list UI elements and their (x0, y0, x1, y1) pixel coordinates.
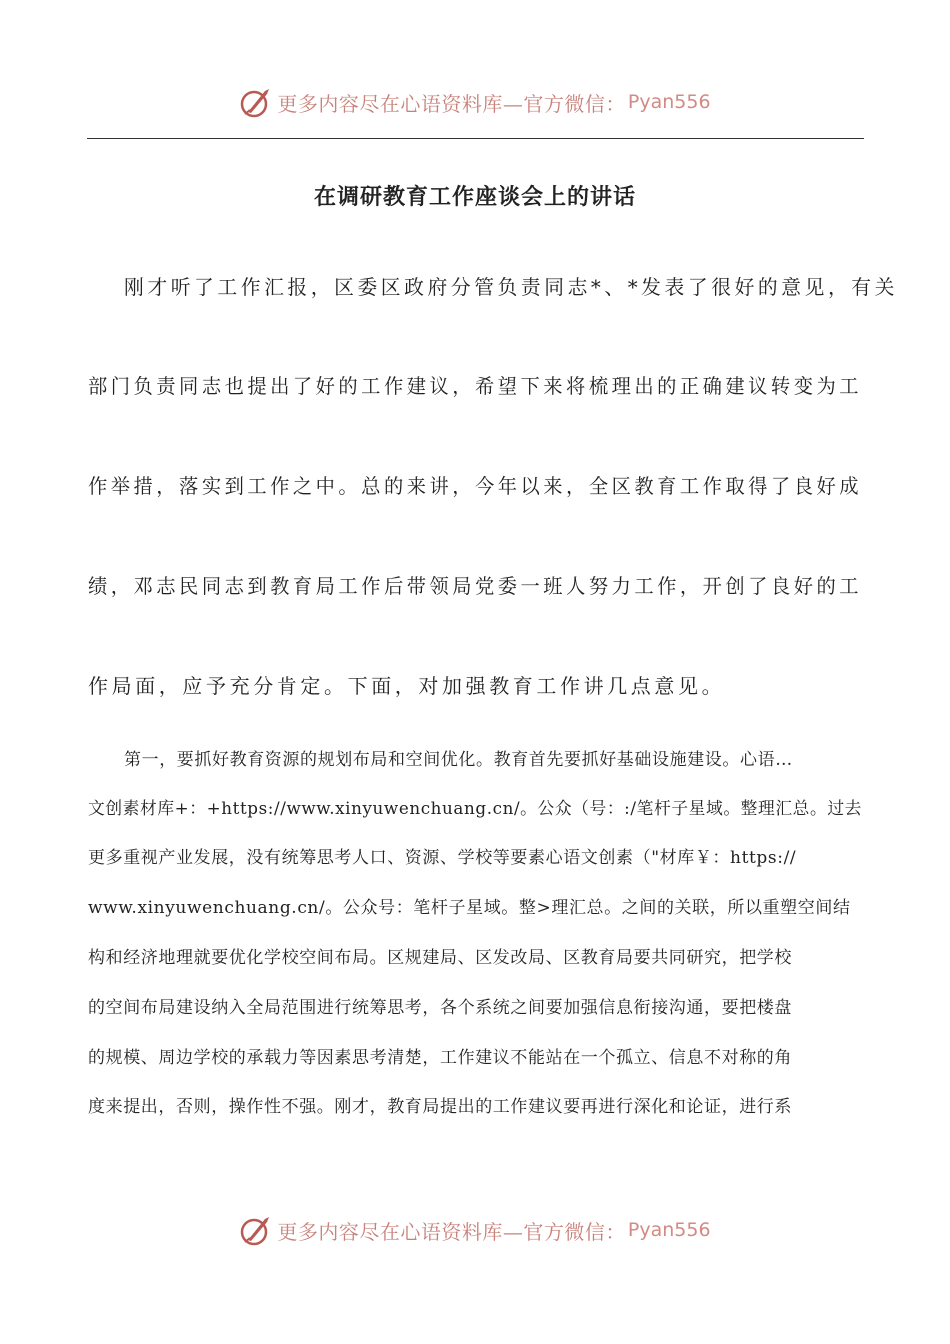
banner-wechat-id: Pyan556 (627, 91, 711, 113)
paragraph-1-line: 刚才听了工作汇报，区委区政府分管负责同志*、*发表了很好的意见，有关 (124, 275, 898, 299)
quill-logo-icon (239, 85, 273, 119)
paragraph-1-line: 作局面，应予充分肯定。下面，对加强教育工作讲几点意见。 (88, 674, 726, 698)
paragraph-2-line: www.xinyuwenchuang.cn/。公众号：笔杆子星域。整>理汇总。之间的关联，所以重塑空间结 (88, 898, 851, 918)
paragraph-1-line: 绩，邓志民同志到教育局工作后带领局党委一班人努力工作，开创了良好的工 (88, 574, 862, 598)
paragraph-2-line: 的空间布局建设纳入全局范围进行统筹思考，各个系统之间要加强信息衔接沟通，要把楼盘 (88, 998, 792, 1018)
quill-logo-icon (239, 1213, 273, 1247)
paragraph-2-line: 更多重视产业发展，没有统筹思考人口、资源、学校等要素心语文创素（"材库￥：https:// (88, 848, 797, 868)
banner-text: 更多内容尽在心语资料库—官方微信： (277, 91, 626, 116)
paragraph-2-line: 文创素材库+：+https://www.xinyuwenchuang.cn/。公众（号：:/笔杆子星域。整理汇总。过去 (88, 799, 862, 819)
paragraph-1-line: 部门负责同志也提出了好的工作建议，希望下来将梳理出的正确建议转变为工 (88, 374, 862, 398)
header-divider (87, 138, 864, 139)
paragraph-2-line: 构和经济地理就要优化学校空间布局。区规建局、区发改局、区教育局要共同研究，把学校 (88, 948, 792, 968)
paragraph-2-line: 的规模、周边学校的承载力等因素思考清楚，工作建议不能站在一个孤立、信息不对称的角 (88, 1048, 792, 1068)
document-title: 在调研教育工作座谈会上的讲话 (313, 184, 636, 210)
paragraph-1-line: 作举措，落实到工作之中。总的来讲，今年以来，全区教育工作取得了良好成 (88, 474, 862, 498)
header-banner (0, 80, 950, 124)
banner-wechat-id: Pyan556 (627, 1219, 711, 1241)
banner-text: 更多内容尽在心语资料库—官方微信： (277, 1219, 626, 1244)
paragraph-2-line: 第一，要抓好教育资源的规划布局和空间优化。教育首先要抓好基础设施建设。心语… (124, 750, 793, 770)
paragraph-2-line: 度来提出，否则，操作性不强。刚才，教育局提出的工作建议要再进行深化和论证，进行系 (88, 1097, 792, 1117)
footer-banner (0, 1208, 950, 1252)
